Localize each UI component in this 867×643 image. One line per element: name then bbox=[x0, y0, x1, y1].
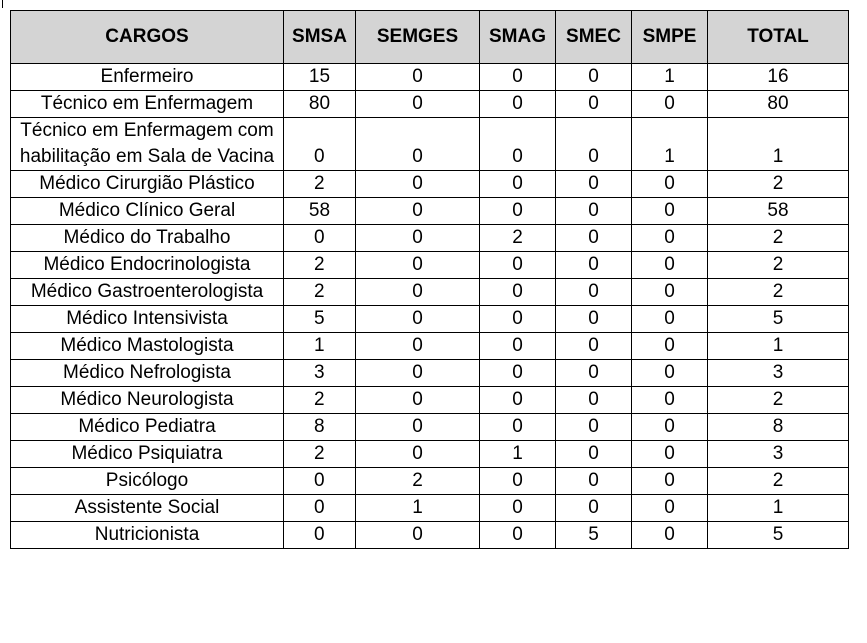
cargo-cell: Médico Clínico Geral bbox=[11, 198, 284, 225]
total-cell: 2 bbox=[708, 279, 849, 306]
smag-cell: 0 bbox=[480, 387, 556, 414]
semges-cell: 0 bbox=[356, 252, 480, 279]
smpe-cell: 0 bbox=[632, 495, 708, 522]
header-smag: SMAG bbox=[480, 11, 556, 64]
smec-cell: 0 bbox=[556, 198, 632, 225]
corner-mark bbox=[2, 0, 3, 8]
semges-cell: 0 bbox=[356, 360, 480, 387]
smec-cell: 0 bbox=[556, 387, 632, 414]
semges-cell: 2 bbox=[356, 468, 480, 495]
smag-cell: 0 bbox=[480, 306, 556, 333]
smag-cell: 0 bbox=[480, 252, 556, 279]
semges-cell: 0 bbox=[356, 64, 480, 91]
cargo-cell: Nutricionista bbox=[11, 522, 284, 549]
semges-cell: 0 bbox=[356, 91, 480, 118]
smec-cell: 0 bbox=[556, 118, 632, 171]
smec-cell: 0 bbox=[556, 64, 632, 91]
smsa-cell: 0 bbox=[284, 495, 356, 522]
total-cell: 2 bbox=[708, 387, 849, 414]
total-cell: 5 bbox=[708, 306, 849, 333]
semges-cell: 0 bbox=[356, 441, 480, 468]
semges-cell: 0 bbox=[356, 118, 480, 171]
cargo-cell: Psicólogo bbox=[11, 468, 284, 495]
smpe-cell: 0 bbox=[632, 333, 708, 360]
semges-cell: 0 bbox=[356, 306, 480, 333]
table-row bbox=[11, 64, 849, 91]
smsa-cell: 8 bbox=[284, 414, 356, 441]
total-cell: 2 bbox=[708, 252, 849, 279]
table-row bbox=[11, 91, 849, 118]
smsa-cell: 2 bbox=[284, 252, 356, 279]
smpe-cell: 0 bbox=[632, 441, 708, 468]
smpe-cell: 0 bbox=[632, 387, 708, 414]
cargo-cell: Médico Mastologista bbox=[11, 333, 284, 360]
semges-cell: 1 bbox=[356, 495, 480, 522]
smag-cell: 1 bbox=[480, 441, 556, 468]
header-cargos: CARGOS bbox=[11, 11, 284, 64]
table-body bbox=[11, 64, 849, 549]
smpe-cell: 0 bbox=[632, 225, 708, 252]
smpe-cell: 0 bbox=[632, 414, 708, 441]
table-row bbox=[11, 279, 849, 306]
smag-cell: 0 bbox=[480, 91, 556, 118]
cargo-cell: Médico Nefrologista bbox=[11, 360, 284, 387]
semges-cell: 0 bbox=[356, 333, 480, 360]
smsa-cell: 3 bbox=[284, 360, 356, 387]
cargo-cell: Médico Cirurgião Plástico bbox=[11, 171, 284, 198]
smec-cell: 5 bbox=[556, 522, 632, 549]
smpe-cell: 1 bbox=[632, 118, 708, 171]
total-cell: 80 bbox=[708, 91, 849, 118]
cargo-cell: Médico Neurologista bbox=[11, 387, 284, 414]
smsa-cell: 5 bbox=[284, 306, 356, 333]
cargo-cell: Médico Gastroenterologista bbox=[11, 279, 284, 306]
smec-cell: 0 bbox=[556, 279, 632, 306]
smag-cell: 0 bbox=[480, 198, 556, 225]
header-total: TOTAL bbox=[708, 11, 849, 64]
smec-cell: 0 bbox=[556, 468, 632, 495]
cargo-cell: Assistente Social bbox=[11, 495, 284, 522]
smsa-cell: 0 bbox=[284, 225, 356, 252]
total-cell: 58 bbox=[708, 198, 849, 225]
smec-cell: 0 bbox=[556, 306, 632, 333]
total-cell: 3 bbox=[708, 441, 849, 468]
total-cell: 1 bbox=[708, 495, 849, 522]
header-semges: SEMGES bbox=[356, 11, 480, 64]
semges-cell: 0 bbox=[356, 225, 480, 252]
smpe-cell: 0 bbox=[632, 91, 708, 118]
smag-cell: 0 bbox=[480, 414, 556, 441]
cargo-cell: Médico do Trabalho bbox=[11, 225, 284, 252]
smec-cell: 0 bbox=[556, 495, 632, 522]
smec-cell: 0 bbox=[556, 360, 632, 387]
smag-cell: 0 bbox=[480, 279, 556, 306]
header-smec: SMEC bbox=[556, 11, 632, 64]
smag-cell: 0 bbox=[480, 360, 556, 387]
smec-cell: 0 bbox=[556, 252, 632, 279]
table-row bbox=[11, 441, 849, 468]
table-row bbox=[11, 360, 849, 387]
smpe-cell: 0 bbox=[632, 171, 708, 198]
semges-cell: 0 bbox=[356, 279, 480, 306]
table-row bbox=[11, 495, 849, 522]
total-cell: 1 bbox=[708, 118, 849, 171]
table-row bbox=[11, 225, 849, 252]
smec-cell: 0 bbox=[556, 333, 632, 360]
smsa-cell: 0 bbox=[284, 118, 356, 171]
smpe-cell: 0 bbox=[632, 198, 708, 225]
table-row bbox=[11, 198, 849, 225]
smpe-cell: 0 bbox=[632, 468, 708, 495]
smpe-cell: 0 bbox=[632, 522, 708, 549]
table-row bbox=[11, 252, 849, 279]
smec-cell: 0 bbox=[556, 91, 632, 118]
header-row bbox=[11, 11, 849, 64]
smag-cell: 0 bbox=[480, 171, 556, 198]
table-row bbox=[11, 306, 849, 333]
smag-cell: 0 bbox=[480, 495, 556, 522]
total-cell: 2 bbox=[708, 225, 849, 252]
semges-cell: 0 bbox=[356, 171, 480, 198]
smpe-cell: 1 bbox=[632, 64, 708, 91]
table-row bbox=[11, 468, 849, 495]
total-cell: 2 bbox=[708, 171, 849, 198]
smsa-cell: 2 bbox=[284, 441, 356, 468]
smec-cell: 0 bbox=[556, 441, 632, 468]
smec-cell: 0 bbox=[556, 171, 632, 198]
cargo-cell: Médico Endocrinologista bbox=[11, 252, 284, 279]
table-row bbox=[11, 387, 849, 414]
total-cell: 5 bbox=[708, 522, 849, 549]
table-row bbox=[11, 414, 849, 441]
smag-cell: 0 bbox=[480, 64, 556, 91]
semges-cell: 0 bbox=[356, 387, 480, 414]
smpe-cell: 0 bbox=[632, 279, 708, 306]
smsa-cell: 1 bbox=[284, 333, 356, 360]
smpe-cell: 0 bbox=[632, 360, 708, 387]
smpe-cell: 0 bbox=[632, 252, 708, 279]
cargo-cell: Médico Psiquiatra bbox=[11, 441, 284, 468]
cargo-cell: Técnico em Enfermagem com habilitação em Sala de Vacina bbox=[11, 118, 284, 171]
smsa-cell: 2 bbox=[284, 171, 356, 198]
semges-cell: 0 bbox=[356, 522, 480, 549]
total-cell: 8 bbox=[708, 414, 849, 441]
smsa-cell: 80 bbox=[284, 91, 356, 118]
total-cell: 16 bbox=[708, 64, 849, 91]
smec-cell: 0 bbox=[556, 225, 632, 252]
header-smpe: SMPE bbox=[632, 11, 708, 64]
cargo-cell: Médico Pediatra bbox=[11, 414, 284, 441]
smsa-cell: 0 bbox=[284, 522, 356, 549]
smsa-cell: 58 bbox=[284, 198, 356, 225]
smag-cell: 0 bbox=[480, 118, 556, 171]
semges-cell: 0 bbox=[356, 198, 480, 225]
total-cell: 3 bbox=[708, 360, 849, 387]
total-cell: 2 bbox=[708, 468, 849, 495]
smag-cell: 0 bbox=[480, 522, 556, 549]
smsa-cell: 2 bbox=[284, 279, 356, 306]
header-smsa: SMSA bbox=[284, 11, 356, 64]
positions-table bbox=[10, 10, 849, 549]
smsa-cell: 0 bbox=[284, 468, 356, 495]
smsa-cell: 15 bbox=[284, 64, 356, 91]
cargo-cell: Enfermeiro bbox=[11, 64, 284, 91]
smag-cell: 0 bbox=[480, 333, 556, 360]
smag-cell: 2 bbox=[480, 225, 556, 252]
table-row bbox=[11, 333, 849, 360]
table-row bbox=[11, 171, 849, 198]
smag-cell: 0 bbox=[480, 468, 556, 495]
smsa-cell: 2 bbox=[284, 387, 356, 414]
semges-cell: 0 bbox=[356, 414, 480, 441]
smpe-cell: 0 bbox=[632, 306, 708, 333]
total-cell: 1 bbox=[708, 333, 849, 360]
table-row bbox=[11, 522, 849, 549]
smec-cell: 0 bbox=[556, 414, 632, 441]
table-row bbox=[11, 118, 849, 171]
cargo-cell: Médico Intensivista bbox=[11, 306, 284, 333]
cargo-cell: Técnico em Enfermagem bbox=[11, 91, 284, 118]
